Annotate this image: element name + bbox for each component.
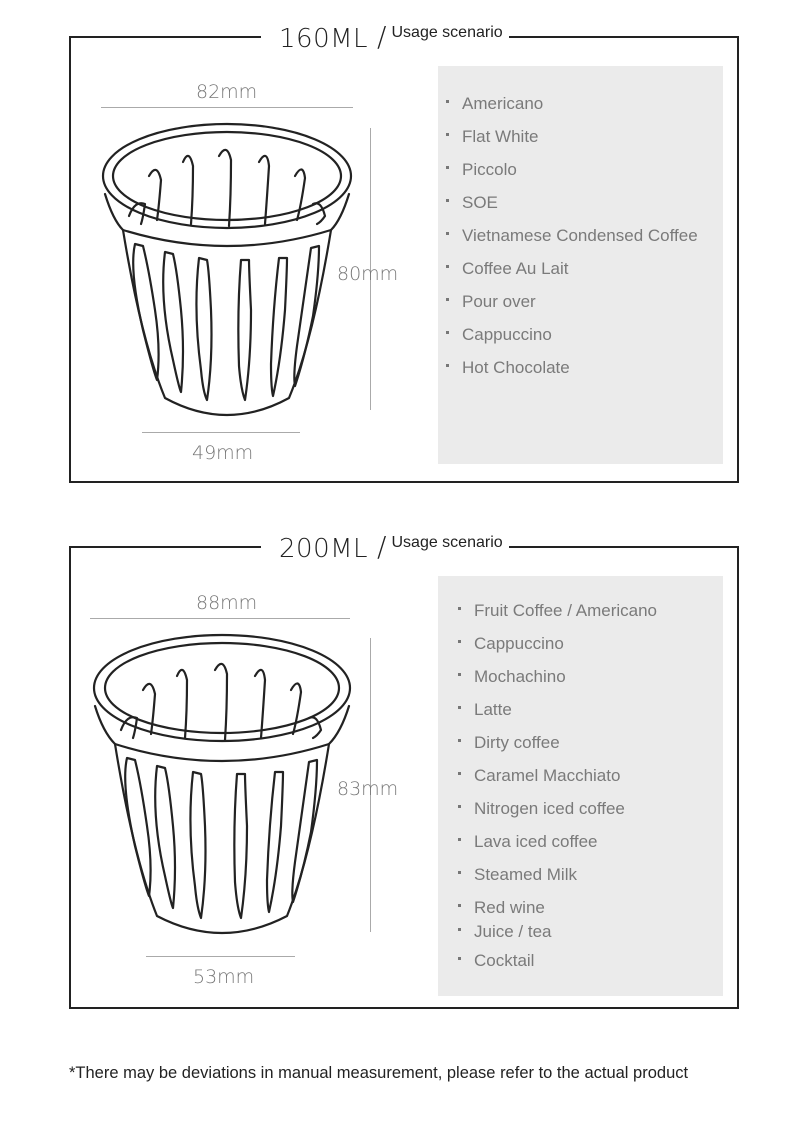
bottom-width-label: 49mm <box>192 442 254 464</box>
list-item: Cappuccino <box>446 325 552 345</box>
cup-drawing <box>91 632 353 942</box>
bottom-width-line <box>146 956 295 957</box>
top-width-label: 88mm <box>196 592 258 614</box>
list-item: Cocktail <box>458 951 534 971</box>
section-title <box>261 18 509 56</box>
bottom-width-line <box>142 432 300 433</box>
measurement-disclaimer: *There may be deviations in manual measurement, please refer to the actual product <box>69 1064 689 1082</box>
title-slash: / <box>377 20 387 53</box>
list-item: Flat White <box>446 127 539 147</box>
top-width-line <box>90 618 350 619</box>
usage-scenario-label: Usage scenario <box>391 534 503 551</box>
usage-scenario-label: Usage scenario <box>391 24 503 41</box>
list-item: SOE <box>446 193 498 213</box>
top-width-line <box>101 107 353 108</box>
bottom-width-label: 53mm <box>193 966 255 988</box>
top-width-label: 82mm <box>196 81 258 103</box>
title-slash: / <box>377 530 387 563</box>
list-item: Pour over <box>446 292 536 312</box>
list-item: Steamed Milk <box>458 865 577 885</box>
list-item: Cappuccino <box>458 634 564 654</box>
capacity-label: 200ML <box>279 534 369 564</box>
capacity-label: 160ML <box>279 24 369 54</box>
cup-drawing <box>99 120 355 424</box>
list-item: Americano <box>446 94 543 114</box>
list-item: Mochachino <box>458 667 566 687</box>
section-200ml <box>69 530 739 1009</box>
section-160ml <box>69 20 739 483</box>
list-item: Coffee Au Lait <box>446 259 569 279</box>
list-item: Nitrogen iced coffee <box>458 799 625 819</box>
list-item: Latte <box>458 700 512 720</box>
height-label: 83mm <box>337 778 399 800</box>
list-item: Lava iced coffee <box>458 832 598 852</box>
section-title <box>261 528 509 566</box>
list-item: Caramel Macchiato <box>458 766 620 786</box>
list-item: Piccolo <box>446 160 517 180</box>
list-item: Vietnamese Condensed Coffee <box>446 226 698 246</box>
list-item: Dirty coffee <box>458 733 560 753</box>
list-item: Juice / tea <box>458 922 552 942</box>
list-item: Fruit Coffee / Americano <box>458 601 657 621</box>
usage-list <box>438 66 723 464</box>
list-item: Red wine <box>458 898 545 918</box>
list-item: Hot Chocolate <box>446 358 570 378</box>
usage-list <box>438 576 723 996</box>
height-label: 80mm <box>337 263 399 285</box>
